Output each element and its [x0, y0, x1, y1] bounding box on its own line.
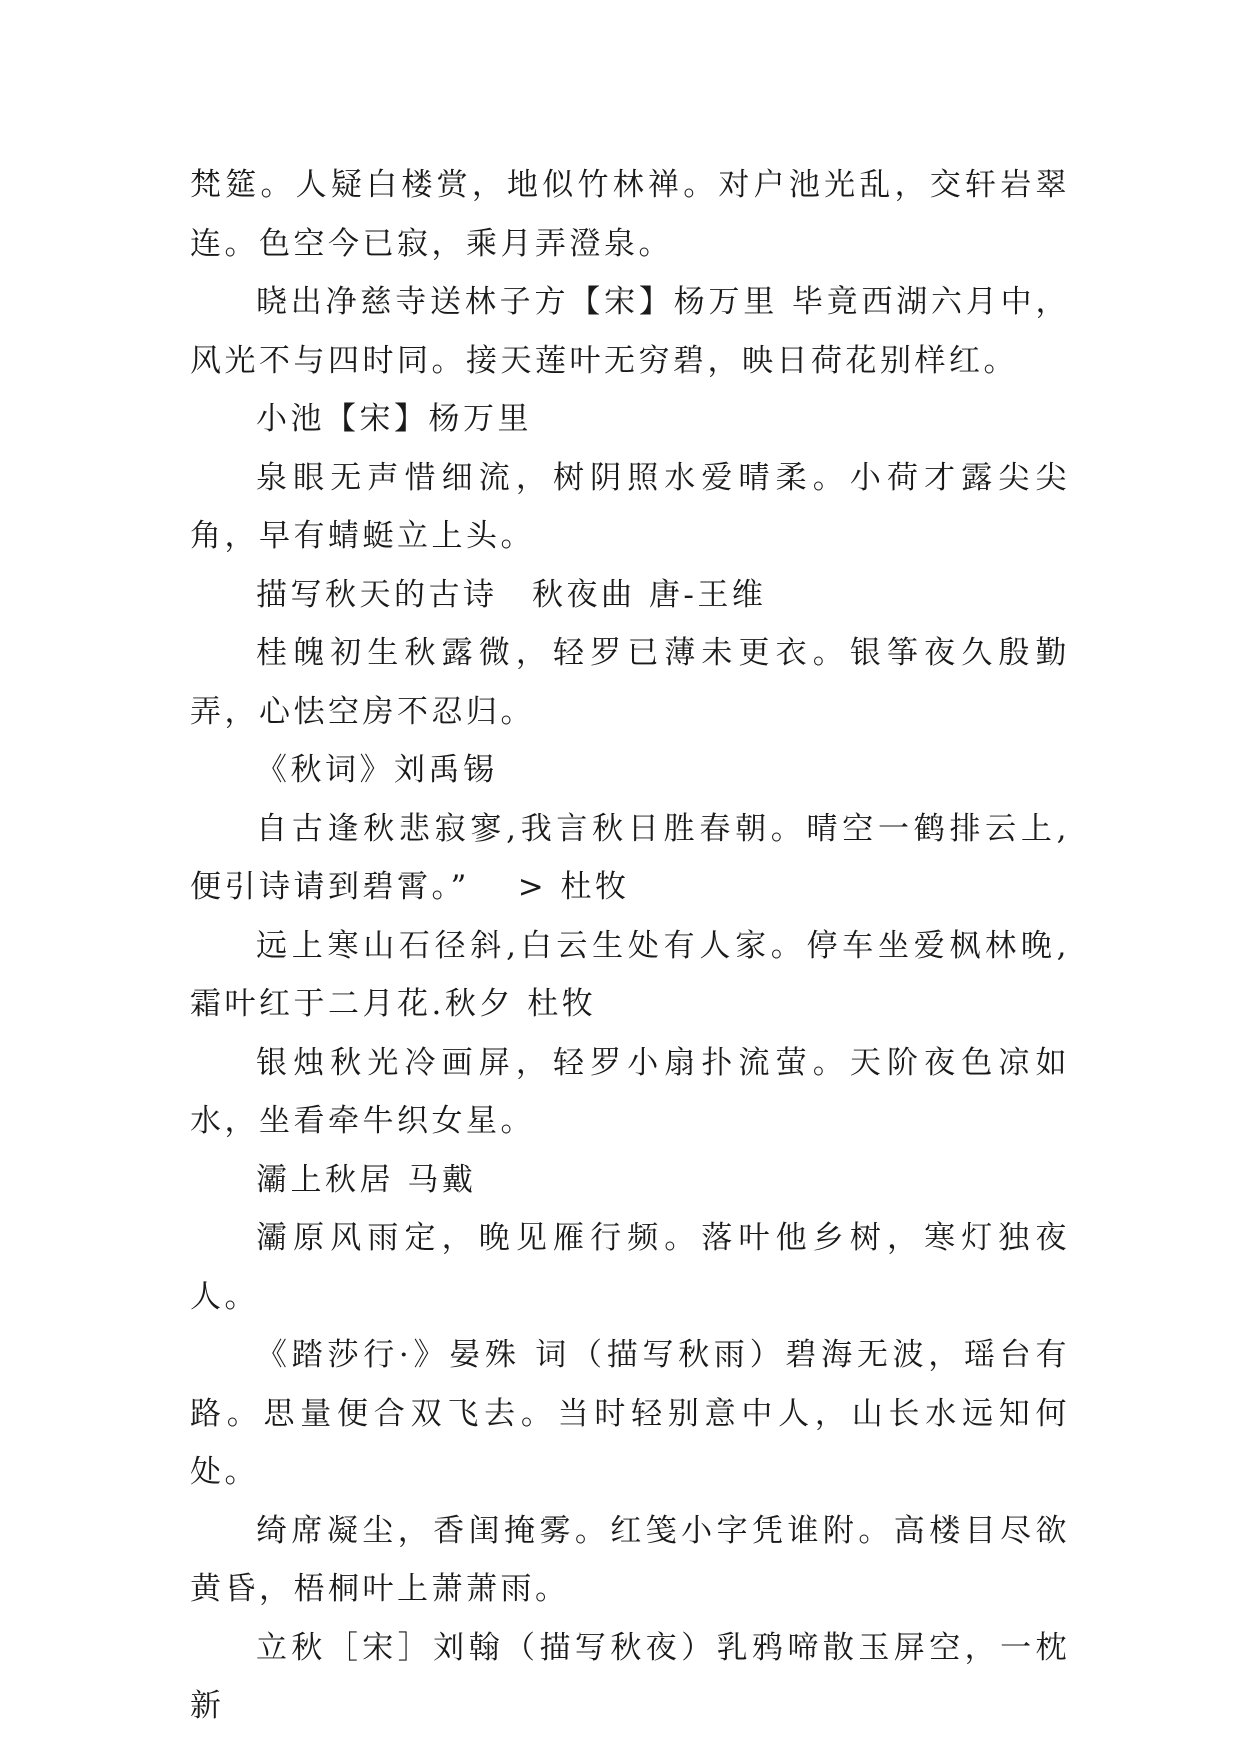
paragraph: 泉眼无声惜细流，树阴照水爱晴柔。小荷才露尖尖角，早有蜻蜓立上头。 — [190, 459, 1070, 554]
paragraph: 绮席凝尘，香闺掩雾。红笺小字凭谁附。高楼目尽欲黄昏，梧桐叶上萧萧雨。 — [190, 1512, 1070, 1607]
paragraph: 《踏莎行·》晏殊 词（描写秋雨）碧海无波，瑶台有路。思量便合双飞去。当时轻别意中人，山长水远知何处。 — [190, 1337, 1070, 1490]
paragraph: 桂魄初生秋露微，轻罗已薄未更衣。银筝夜久殷勤弄，心怯空房不忍归。 — [190, 635, 1070, 730]
paragraph: 小池【宋】杨万里 — [256, 401, 532, 437]
paragraph: 梵筵。人疑白楼赏，地似竹林禅。对户池光乱，交轩岩翠连。色空今已寂，乘月弄澄泉。 — [190, 167, 1070, 262]
paragraph: 灞上秋居 马戴 — [256, 1161, 477, 1198]
paragraph: 银烛秋光冷画屏，轻罗小扇扑流萤。天阶夜色凉如水，坐看牵牛织女星。 — [190, 1044, 1070, 1139]
paragraph: 远上寒山石径斜,白云生处有人家。停车坐爱枫林晚,霜叶红于二月花.秋夕 杜牧 — [190, 927, 1070, 1022]
document-body — [190, 156, 1070, 1736]
paragraph: 立秋［宋］刘翰（描写秋夜）乳鸦啼散玉屏空，一枕新 — [190, 1629, 1070, 1724]
paragraph: 自古逢秋悲寂寥,我言秋日胜春朝。晴空一鹤排云上,便引诗请到碧霄。” > 杜牧 — [190, 810, 1070, 905]
paragraph: 《秋词》刘禹锡 — [256, 752, 498, 788]
paragraph: 描写秋天的古诗 秋夜曲 唐-王维 — [256, 576, 767, 613]
paragraph: 晓出净慈寺送林子方【宋】杨万里 毕竟西湖六月中，风光不与四时同。接天莲叶无穷碧，映日荷花别样红。 — [190, 284, 1070, 379]
paragraph: 灞原风雨定，晚见雁行频。落叶他乡树，寒灯独夜人。 — [190, 1220, 1070, 1315]
